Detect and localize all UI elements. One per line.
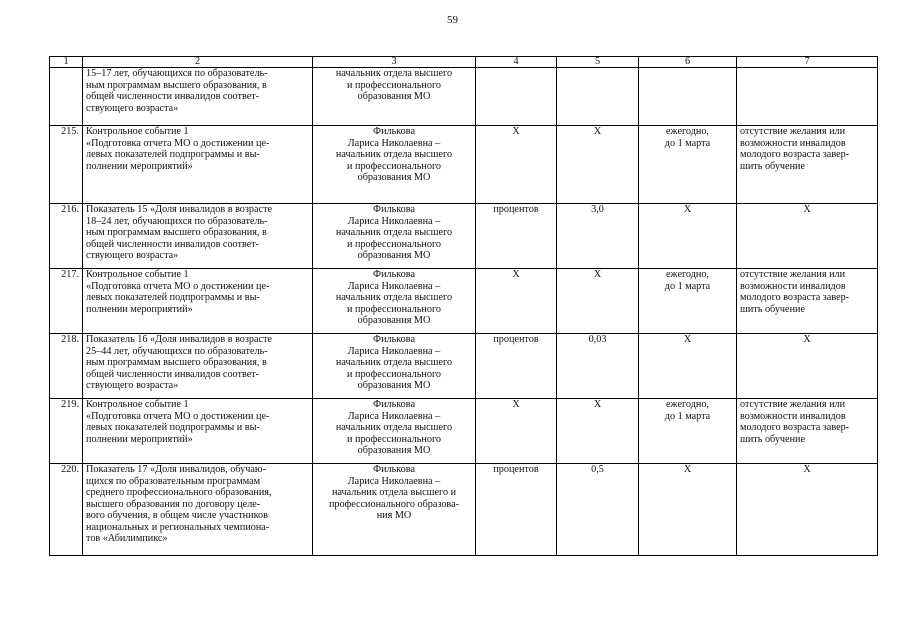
event-description-line: Показатель 17 «Доля инвалидов, обучаю- — [86, 464, 266, 475]
risk-description — [737, 334, 878, 399]
event-description — [83, 334, 313, 399]
responsible-person — [313, 334, 476, 399]
risk-description-line: отсутствие желания или — [740, 126, 846, 137]
event-description-line: щихся по образовательным программам — [86, 475, 261, 487]
responsible-person-line: начальник отдела высшего — [335, 227, 453, 238]
event-description-line: вого обучения, в общем числе участников — [86, 510, 268, 521]
responsible-person-line: Филькова — [373, 126, 415, 137]
column-number: 2 — [83, 57, 313, 68]
risk-description — [737, 68, 878, 126]
unit-of-measure: Х — [476, 269, 557, 334]
responsible-person — [313, 126, 476, 204]
target-value: Х — [557, 399, 639, 464]
page-number: 59 — [447, 14, 458, 26]
deadline-line: до 1 марта — [664, 137, 711, 149]
responsible-person-line: Филькова — [373, 204, 415, 215]
deadline — [639, 126, 737, 204]
table-row — [50, 269, 878, 334]
responsible-person-line: начальник отдела высшего — [335, 357, 453, 368]
responsible-person — [313, 204, 476, 269]
risk-description-line: молодого возраста завер- — [740, 422, 850, 433]
event-description-line: 15–17 лет, обучающихся по образователь- — [86, 68, 268, 79]
event-description-line: ствующего возраста» — [86, 380, 179, 391]
deadline — [639, 334, 737, 399]
event-description-line: высшего образования по договору целе- — [86, 498, 261, 510]
unit-of-measure: процентов — [476, 334, 557, 399]
responsible-person-line: образования МО — [357, 172, 431, 183]
responsible-person-line: профессионального образова- — [328, 498, 460, 510]
event-description-line: полнении мероприятий» — [86, 160, 193, 172]
responsible-person-line: Лариса Николаевна – — [347, 215, 441, 227]
unit-of-measure: процентов — [476, 204, 557, 269]
responsible-person-line: и профессионального — [347, 79, 441, 91]
unit-of-measure: процентов — [476, 464, 557, 556]
event-description-line: «Подготовка отчета МО о достижении це- — [86, 137, 270, 149]
responsible-person — [313, 464, 476, 556]
row-number: 219. — [50, 399, 83, 464]
responsible-person-line: образования МО — [357, 380, 431, 391]
event-description — [83, 399, 313, 464]
column-number-row — [50, 57, 878, 68]
deadline-line: Х — [683, 204, 692, 215]
risk-description — [737, 204, 878, 269]
target-value: Х — [557, 269, 639, 334]
event-description — [83, 269, 313, 334]
responsible-person-line: Филькова — [373, 334, 415, 345]
event-description-line: национальных и региональных чемпиона- — [86, 521, 270, 533]
responsible-person-line: и профессионального — [347, 160, 441, 172]
target-value: 0,03 — [557, 334, 639, 399]
event-description-line: Контрольное событие 1 — [86, 399, 189, 410]
event-description-line: Контрольное событие 1 — [86, 269, 189, 280]
row-number — [50, 68, 83, 126]
responsible-person-line: Лариса Николаевна – — [347, 280, 441, 292]
responsible-person-line: Лариса Николаевна – — [347, 345, 441, 357]
table-row — [50, 464, 878, 556]
responsible-person-line: и профессионального — [347, 368, 441, 380]
responsible-person-line: Лариса Николаевна – — [347, 410, 441, 422]
risk-description-line: Х — [803, 464, 811, 475]
responsible-person-line: образования МО — [357, 315, 431, 326]
table-row — [50, 399, 878, 464]
event-description-line: общей численности инвалидов соответ- — [86, 368, 260, 380]
responsible-person-line: начальник отдела высшего — [335, 292, 453, 303]
responsible-person-line: Лариса Николаевна – — [347, 475, 441, 487]
unit-of-measure: Х — [476, 399, 557, 464]
target-value: 3,0 — [557, 204, 639, 269]
deadline — [639, 399, 737, 464]
event-description-line: Показатель 16 «Доля инвалидов в возрасте — [86, 334, 273, 345]
responsible-person-line: и профессионального — [347, 238, 441, 250]
risk-description-line: шить обучение — [740, 433, 805, 445]
responsible-person-line: Филькова — [373, 269, 415, 280]
column-number: 5 — [557, 57, 639, 68]
event-description-line: общей численности инвалидов соответ- — [86, 91, 260, 102]
event-description-line: ным программам высшего образования, в — [86, 79, 267, 91]
table-row — [50, 126, 878, 204]
event-description-line: Контрольное событие 1 — [86, 126, 189, 137]
responsible-person-line: начальник отдела высшего — [335, 422, 453, 433]
row-number: 215. — [50, 126, 83, 204]
responsible-person-line: Лариса Николаевна – — [347, 137, 441, 149]
responsible-person-line: образования МО — [357, 445, 431, 456]
risk-description-line: отсутствие желания или — [740, 399, 846, 410]
unit-of-measure — [476, 68, 557, 126]
risk-description-line: шить обучение — [740, 160, 805, 172]
event-description — [83, 204, 313, 269]
plan-table — [49, 56, 878, 556]
event-description-line: ствующего возраста» — [86, 250, 179, 261]
responsible-person — [313, 399, 476, 464]
risk-description-line: молодого возраста завер- — [740, 149, 850, 160]
event-description-line: тов «Абилимпикс» — [86, 533, 168, 544]
responsible-person-line: образования МО — [357, 91, 431, 102]
event-description-line: левых показателей подпрограммы и вы- — [86, 422, 260, 433]
event-description — [83, 126, 313, 204]
risk-description — [737, 399, 878, 464]
event-description-line: ным программам высшего образования, в — [86, 227, 267, 238]
responsible-person — [313, 269, 476, 334]
row-number: 216. — [50, 204, 83, 269]
event-description — [83, 68, 313, 126]
event-description-line: Показатель 15 «Доля инвалидов в возрасте — [86, 204, 273, 215]
risk-description-line: возможности инвалидов — [740, 410, 846, 422]
target-value — [557, 68, 639, 126]
event-description-line: «Подготовка отчета МО о достижении це- — [86, 410, 270, 422]
event-description — [83, 464, 313, 556]
responsible-person — [313, 68, 476, 126]
deadline — [639, 204, 737, 269]
risk-description — [737, 269, 878, 334]
responsible-person-line: и профессионального — [347, 303, 441, 315]
column-number: 1 — [50, 57, 83, 68]
table-row — [50, 68, 878, 126]
event-description-line: «Подготовка отчета МО о достижении це- — [86, 280, 270, 292]
deadline-line: до 1 марта — [664, 280, 711, 292]
risk-description-line: возможности инвалидов — [740, 137, 846, 149]
row-number: 218. — [50, 334, 83, 399]
responsible-person-line: образования МО — [357, 250, 431, 261]
target-value: Х — [557, 126, 639, 204]
deadline — [639, 269, 737, 334]
responsible-person-line: начальник отдела высшего — [335, 68, 453, 79]
deadline-line: Х — [683, 334, 692, 345]
event-description-line: 18–24 лет, обучающихся по образователь- — [86, 215, 268, 227]
event-description-line: левых показателей подпрограммы и вы- — [86, 292, 260, 303]
risk-description-line: Х — [803, 204, 811, 215]
responsible-person-line: Филькова — [373, 464, 415, 475]
column-number: 4 — [476, 57, 557, 68]
responsible-person-line: и профессионального — [347, 433, 441, 445]
event-description-line: 25–44 лет, обучающихся по образователь- — [86, 345, 268, 357]
event-description-line: ным программам высшего образования, в — [86, 357, 267, 368]
target-value: 0,5 — [557, 464, 639, 556]
table-row — [50, 204, 878, 269]
responsible-person-line: начальник отдела высшего — [335, 149, 453, 160]
risk-description-line: отсутствие желания или — [740, 269, 846, 280]
risk-description — [737, 126, 878, 204]
event-description-line: общей численности инвалидов соответ- — [86, 238, 260, 250]
risk-description-line: молодого возраста завер- — [740, 292, 850, 303]
deadline-line: до 1 марта — [664, 410, 711, 422]
row-number: 220. — [50, 464, 83, 556]
deadline — [639, 464, 737, 556]
responsible-person-line: начальник отдела высшего и — [331, 487, 457, 498]
unit-of-measure: Х — [476, 126, 557, 204]
column-number: 7 — [737, 57, 878, 68]
deadline-line: ежегодно, — [666, 269, 709, 280]
table-row — [50, 334, 878, 399]
column-number: 3 — [313, 57, 476, 68]
event-description-line: полнении мероприятий» — [86, 303, 193, 315]
risk-description-line: возможности инвалидов — [740, 280, 846, 292]
deadline-line: ежегодно, — [666, 126, 709, 137]
event-description-line: среднего профессионального образования, — [86, 487, 272, 498]
column-number: 6 — [639, 57, 737, 68]
risk-description-line: Х — [803, 334, 811, 345]
deadline-line: ежегодно, — [666, 399, 709, 410]
deadline-line: Х — [683, 464, 692, 475]
risk-description — [737, 464, 878, 556]
deadline — [639, 68, 737, 126]
event-description-line: полнении мероприятий» — [86, 433, 193, 445]
risk-description-line: шить обучение — [740, 303, 805, 315]
event-description-line: ствующего возраста» — [86, 102, 179, 114]
responsible-person-line: Филькова — [373, 399, 415, 410]
responsible-person-line: ния МО — [376, 510, 412, 521]
row-number: 217. — [50, 269, 83, 334]
event-description-line: левых показателей подпрограммы и вы- — [86, 149, 260, 160]
